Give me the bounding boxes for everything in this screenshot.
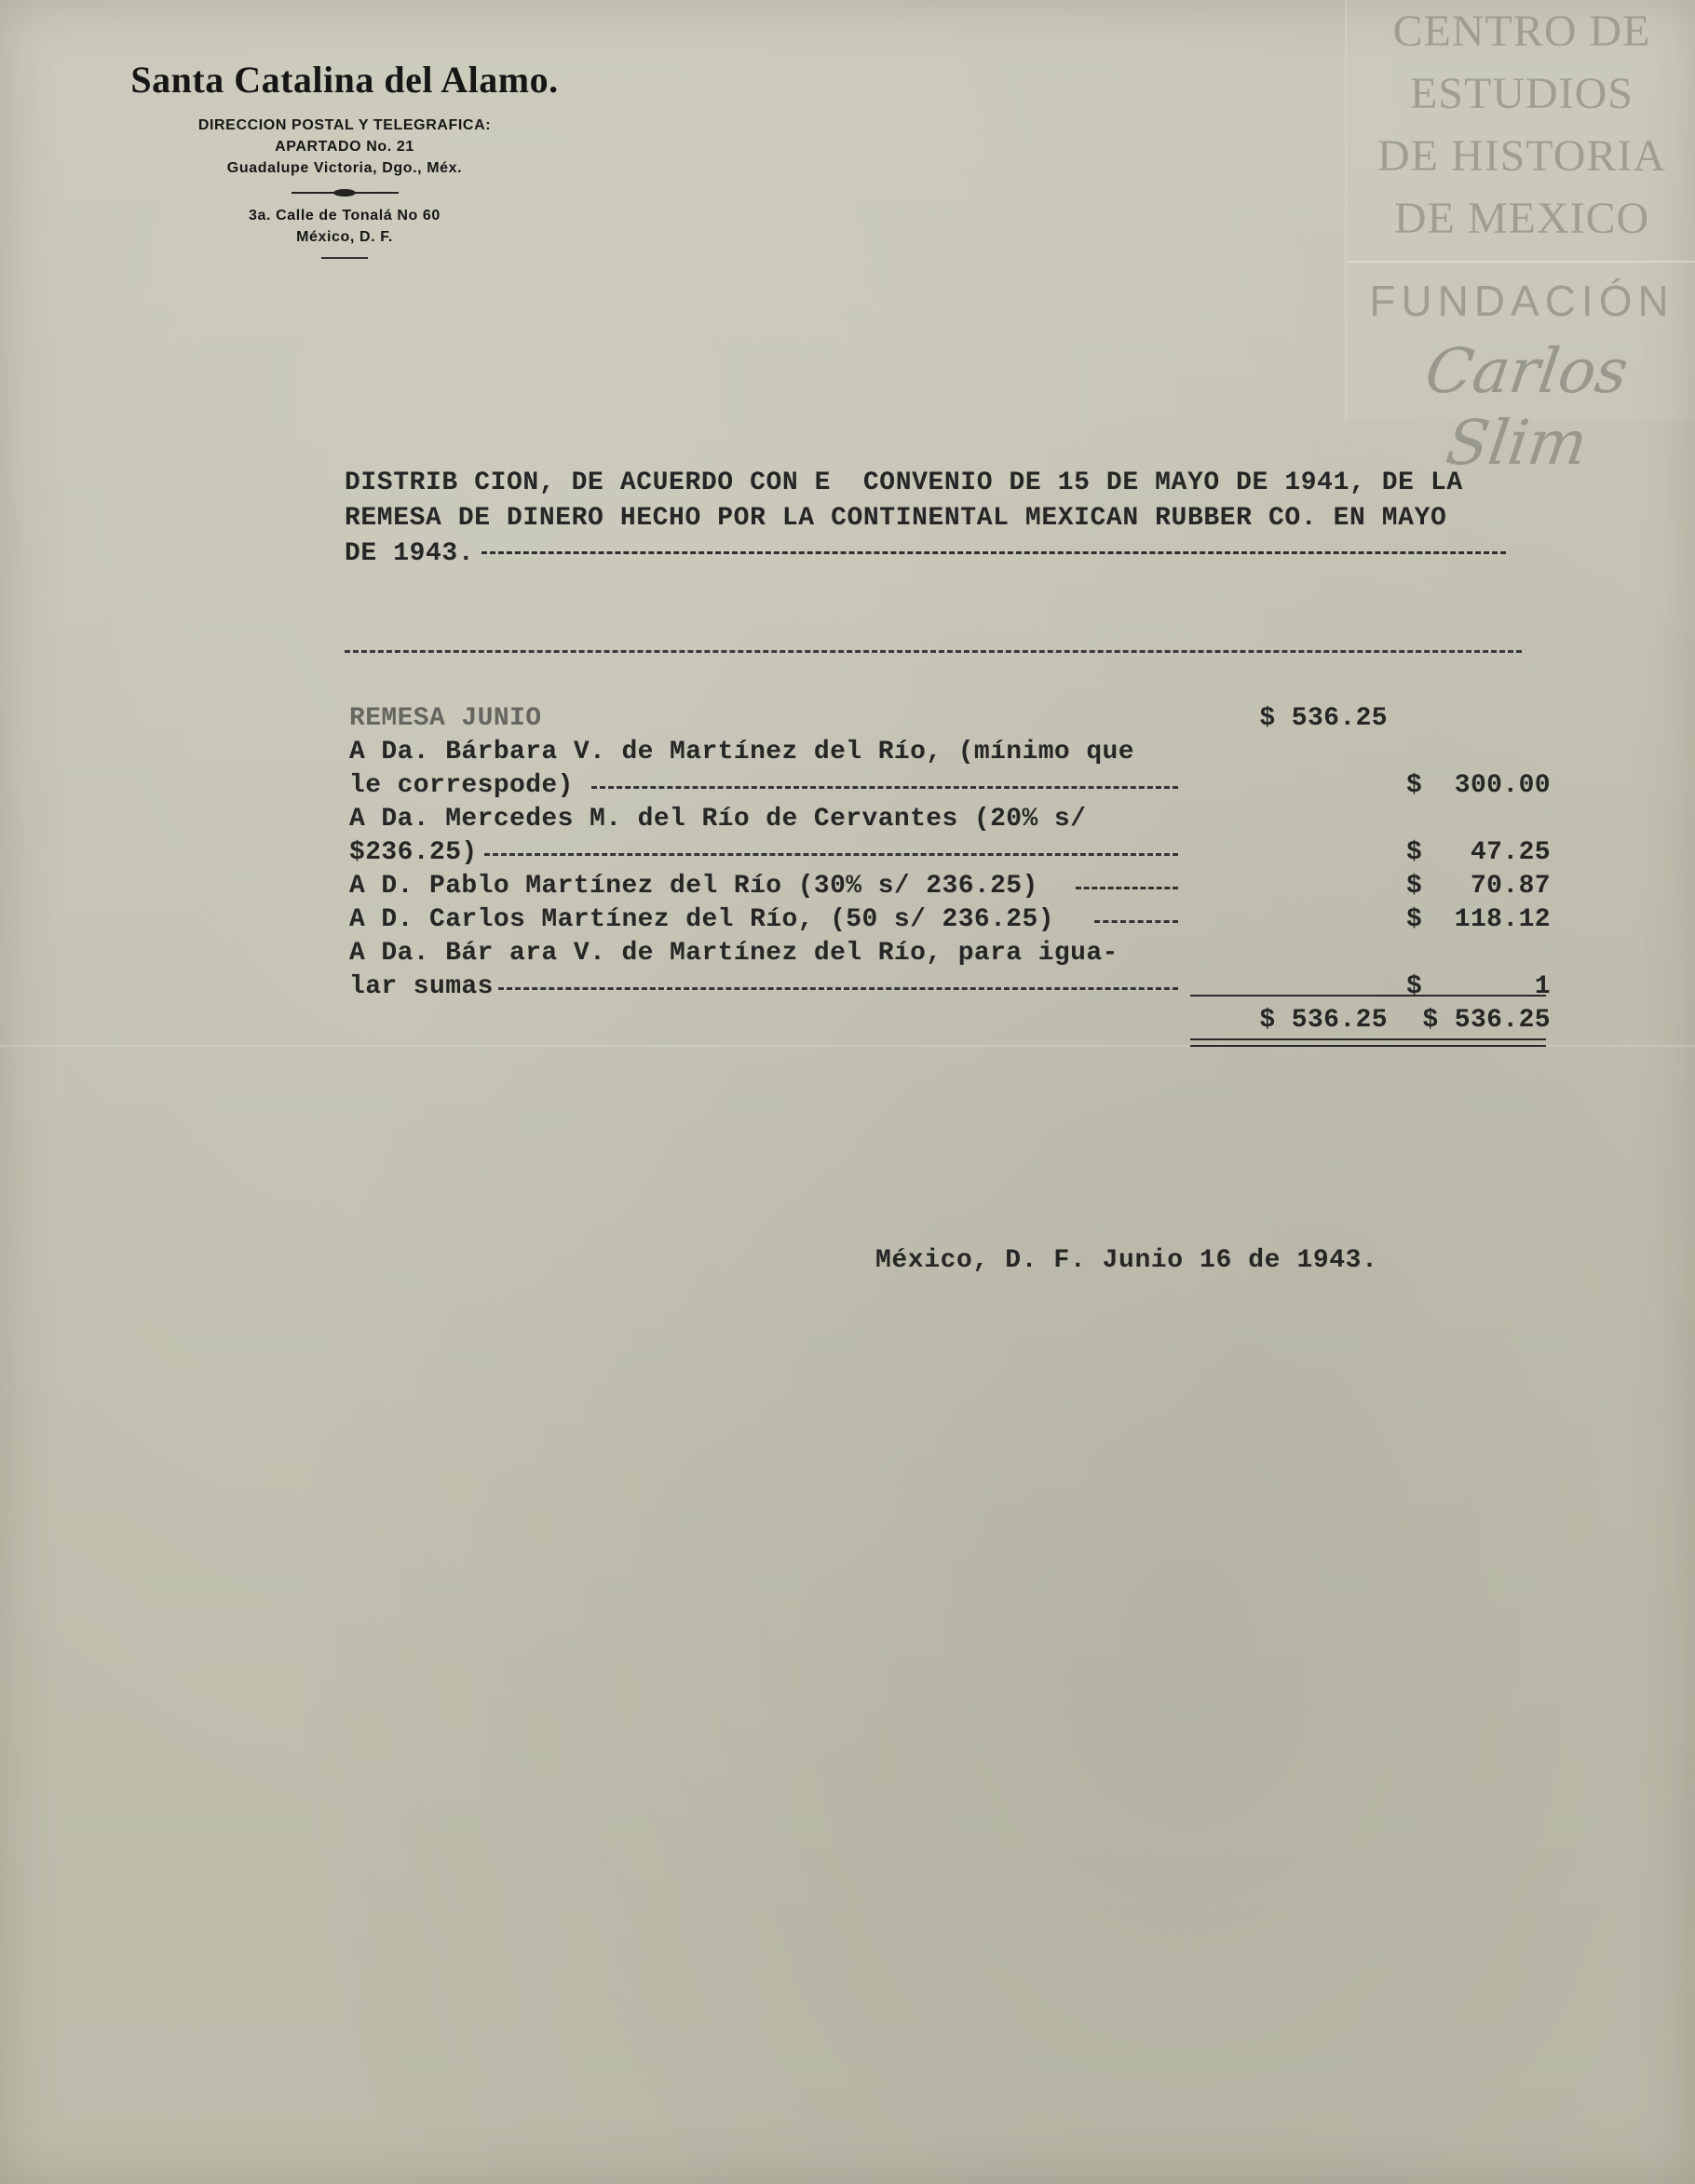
letterhead-rule [321,257,368,259]
section-divider [345,650,1522,653]
watermark-signature: Carlos Slim [1420,335,1633,479]
total-double-underline [1190,1038,1546,1047]
heading-line-2: REMESA DE DINERO HECHO POR LA CONTINENTAL MEXICAN RUBBER CO. EN MAYO [345,504,1447,533]
archive-watermark [1345,0,1695,479]
total-underline [1190,995,1546,997]
postal-city: Guadalupe Victoria, Dgo., Méx. [226,160,463,176]
entry-2-line-1: A Da. Mercedes M. del Río de Cervantes (20% s/ [349,805,1087,834]
entry-5-line-2: lar sumas [349,972,494,1001]
entry-4-amount: 118.12 [1454,905,1551,934]
street-address: 3a. Calle de Tonalá No 60 [249,208,441,224]
entry-4-line-1: A D. Carlos Martínez del Río, (50 s/ 236.25) [349,905,1054,934]
watermark-line-3: DE HISTORIA [1376,131,1667,181]
watermark-line-1: CENTRO DE [1392,7,1651,56]
postal-box: APARTADO No. 21 [275,139,414,155]
distribution-ledger [349,702,1551,1038]
ledger-row [349,769,1551,803]
address-title: DIRECCION POSTAL Y TELEGRAFICA: [197,117,492,133]
document-heading [345,466,1527,572]
ledger-row [349,870,1551,903]
entry-3-amount: 70.87 [1470,872,1551,901]
entry-3-line-1: A D. Pablo Martínez del Río (30% s/ 236.25) [349,872,1038,901]
watermark-line-4: DE MEXICO [1393,194,1650,243]
ledger-row [349,736,1551,769]
entry-2-amount: 47.25 [1470,838,1551,867]
place-and-date: México, D. F. Junio 16 de 1943. [875,1246,1378,1275]
ledger-row [349,803,1551,836]
entry-1-line-2: le correspode) [349,771,574,800]
office-city: México, D. F. [296,229,393,245]
entry-5-currency: $ [1406,972,1423,1001]
company-name: Santa Catalina del Alamo. [130,59,559,101]
totals-row [349,1004,1551,1038]
entry-3-currency: $ [1406,872,1423,901]
leader-dashes [498,987,1178,990]
entry-2-currency: $ [1406,838,1423,867]
entry-1-currency: $ [1406,771,1423,800]
letterhead-ornament [292,192,399,194]
watermark-line-2: ESTUDIOS [1409,69,1634,118]
leader-dashes [1094,920,1178,923]
entry-1-line-1: A Da. Bárbara V. de Martínez del Río, (mínimo que [349,738,1134,766]
ledger-row [349,903,1551,937]
entry-4-currency: $ [1406,905,1423,934]
entry-1-amount: 300.00 [1454,771,1551,800]
leader-dashes [484,853,1178,856]
ledger-row [349,836,1551,870]
watermark-foundation: FUNDACIÓN [1369,277,1675,325]
heading-line-1: DISTRIB CION, DE ACUERDO CON E CONVENIO DE 15 DE MAYO DE 1941, DE LA [345,468,1463,497]
total-left: $ 536.25 [1259,1006,1388,1035]
entry-5-amount: 1 [1534,972,1551,1001]
entry-2-line-2: $236.25) [349,838,478,867]
heading-dash-fill [481,551,1506,554]
leader-dashes [591,786,1178,789]
leader-dashes [1076,887,1178,889]
remesa-row [349,702,1551,736]
remesa-amount: $ 536.25 [1259,704,1388,733]
ledger-row [349,937,1551,970]
letterhead [75,58,615,259]
entry-5-line-1: A Da. Bár ara V. de Martínez del Río, para igua- [349,939,1119,968]
watermark-rule [1347,261,1695,263]
total-right: $ 536.25 [1422,1006,1551,1035]
heading-line-3-row [345,536,1527,572]
heading-line-3: DE 1943. [345,539,475,568]
ledger-row [349,970,1551,1004]
remesa-label: REMESA JUNIO [349,704,542,733]
